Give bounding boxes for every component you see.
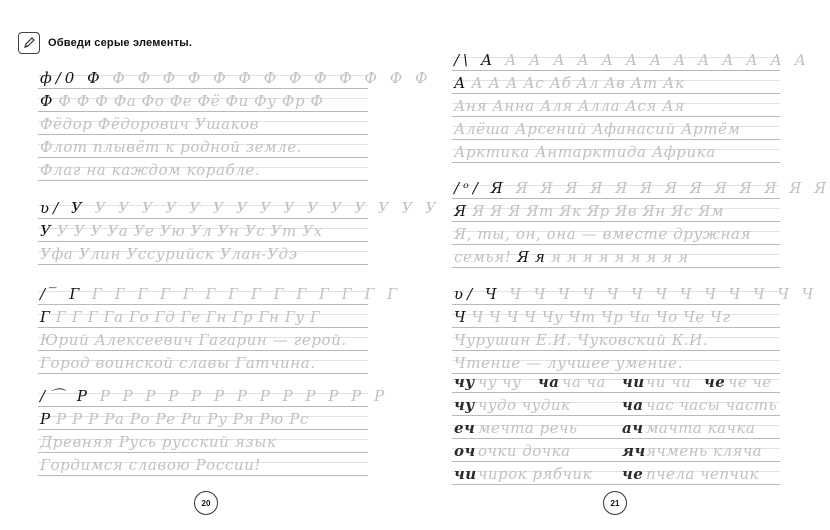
dark-sample: еч (454, 419, 476, 437)
practice-row (452, 222, 780, 245)
trace-text: ячмень кляча (646, 442, 763, 460)
trace-text: чу чу (478, 373, 522, 391)
lead-glyph: Ф (40, 92, 54, 110)
trace-text: Ч Ч Ч Ч Чу Чт Чр Ча Чо Че Чг (471, 308, 731, 326)
lead-glyph: /ᵒ/ Я (454, 179, 507, 197)
trace-text: Уфа Улин Уссурийск Улан-Удэ (40, 245, 298, 263)
dark-sample: ча (622, 396, 644, 414)
trace-text: Г Г Г Г Г Г Г Г Г Г Г Г Г Г (92, 285, 402, 303)
practice-row (38, 328, 368, 351)
practice-row (452, 305, 780, 328)
page-number: 20 (194, 491, 218, 515)
practice-row (38, 305, 368, 328)
practice-row (38, 407, 368, 430)
letter-block-u (38, 196, 440, 265)
dark-sample: че (704, 373, 726, 391)
practice-row (452, 94, 780, 117)
trace-text: пчела чепчик (646, 465, 759, 483)
trace-text: Арктика Антарктида Африка (454, 143, 716, 161)
trace-text: Р Р Р Ра Ро Ре Ри Ру Ря Рю Рс (56, 410, 309, 428)
trace-text: Юрий Алексеевич Гагарин — герой. (40, 331, 347, 349)
combo-row (452, 370, 780, 393)
trace-text: я я я я я я я я я (550, 248, 689, 266)
dark-sample: чи (622, 373, 645, 391)
practice-row (452, 245, 780, 268)
practice-row (452, 140, 780, 163)
trace-text: че че (728, 373, 772, 391)
practice-row (38, 384, 389, 407)
trace-text: Древняя Русь русский язык (40, 433, 277, 451)
combo-row (452, 416, 780, 439)
trace-text: Фёдор Фёдорович Ушаков (40, 115, 260, 133)
dark-sample: чу (454, 373, 475, 391)
trace-text: Чурушин Е.И. Чуковский К.И. (454, 331, 709, 349)
letter-block-r (38, 384, 389, 476)
practice-row (38, 351, 368, 374)
lead-glyph: У (40, 222, 52, 240)
trace-text: Чтение — лучшее умение. (454, 354, 683, 372)
trace-text: Р Р Р Р Р Р Р Р Р Р Р Р Р (99, 387, 389, 405)
combo-row (452, 462, 780, 485)
trace-text: Я Я Я Я Я Я Я Я Я Я Я Я Я (515, 179, 830, 197)
trace-text: А А А А А А А А А А А А А (505, 51, 810, 69)
practice-row (452, 48, 810, 71)
dark-sample: чу (454, 396, 475, 414)
practice-row (38, 430, 368, 453)
dark-sample: чи (454, 465, 477, 483)
trace-text: Город воинской славы Гатчина. (40, 354, 316, 372)
practice-row (38, 158, 368, 181)
practice-row (38, 219, 368, 242)
lead-glyph: ф/0 Ф (40, 69, 104, 87)
instruction-text: Обведи серые элементы. (48, 37, 193, 49)
practice-row (38, 135, 368, 158)
trace-text: чи чи (646, 373, 692, 391)
trace-text: очки дочка (478, 442, 571, 460)
practice-row (38, 89, 368, 112)
combo-row (452, 439, 780, 462)
dark-sample: оч (454, 442, 476, 460)
trace-text: У У У Уа Уе Ую Ул Ун Ус Ут Ух (56, 222, 323, 240)
trace-text: У У У У У У У У У У У У У У У (94, 199, 440, 217)
trace-text: чудо чудик (478, 396, 571, 414)
trace-text: мачта качка (646, 419, 756, 437)
trace-text: Аня Анна Аля Алла Ася Ая (454, 97, 685, 115)
practice-row (38, 112, 368, 135)
trace-text: семья! (454, 248, 512, 266)
trace-text: Ф Ф Ф Фа Фо Фе Фё Фи Фу Фр Ф (58, 92, 324, 110)
lead-glyph: ʋ/ У (40, 199, 86, 217)
practice-row (38, 453, 368, 476)
dark-sample: яч (622, 442, 646, 460)
practice-row (38, 196, 440, 219)
practice-row (38, 242, 368, 265)
trace-text: А А А Ас Аб Ал Ав Ат Ак (471, 74, 685, 92)
practice-row (38, 66, 432, 89)
dark-sample: Я я (516, 248, 546, 266)
lead-glyph: Р (40, 410, 51, 428)
trace-text: Алёша Арсений Афанасий Артём (454, 120, 741, 138)
lead-glyph: А (454, 74, 466, 92)
practice-row (452, 117, 780, 140)
trace-text: мечта речь (478, 419, 578, 437)
trace-text: Гордимся славою России! (40, 456, 261, 474)
lead-glyph: /⌒ Р (40, 387, 91, 405)
trace-text: Флаг на каждом корабле. (40, 161, 261, 179)
trace-text: Г Г Г Га Го Гд Ге Гн Гр Гн Гу Г (55, 308, 321, 326)
pencil-icon (18, 32, 40, 54)
letter-block-a (452, 48, 810, 163)
combo-block (452, 370, 780, 485)
instruction (18, 32, 192, 54)
page-number: 21 (603, 491, 627, 515)
letter-block-g (38, 282, 402, 374)
trace-text: ча ча (562, 373, 606, 391)
trace-text: чирок рябчик (478, 465, 592, 483)
trace-text: Флот плывёт к родной земле. (40, 138, 303, 156)
trace-text: Я, ты, он, она — вместе дружная (454, 225, 751, 243)
lead-glyph: Ч (454, 308, 467, 326)
pencil-glyph (22, 36, 36, 50)
dark-sample: ча (538, 373, 560, 391)
trace-text: Я Я Я Ят Як Яр Яв Ян Яс Ям (472, 202, 724, 220)
lead-glyph: /\ А (454, 51, 497, 69)
practice-row (452, 176, 830, 199)
lead-glyph: Я (454, 202, 467, 220)
trace-text: Ч Ч Ч Ч Ч Ч Ч Ч Ч Ч Ч Ч Ч (509, 285, 818, 303)
letter-block-f (38, 66, 432, 181)
lead-glyph: ʋ/ Ч (454, 285, 501, 303)
practice-row (452, 71, 780, 94)
practice-row (452, 328, 780, 351)
dark-sample: ач (622, 419, 644, 437)
practice-row (38, 282, 402, 305)
practice-row (452, 199, 780, 222)
lead-glyph: /‾ Г (40, 285, 84, 303)
combo-row (452, 393, 780, 416)
trace-text: час часы часть (646, 396, 778, 414)
lead-glyph: Г (40, 308, 51, 326)
trace-text: Ф Ф Ф Ф Ф Ф Ф Ф Ф Ф Ф Ф Ф (112, 69, 432, 87)
letter-block-ya (452, 176, 830, 268)
dark-sample: че (622, 465, 644, 483)
right-page (410, 0, 830, 530)
letter-block-ch (452, 282, 818, 374)
practice-row (452, 282, 818, 305)
